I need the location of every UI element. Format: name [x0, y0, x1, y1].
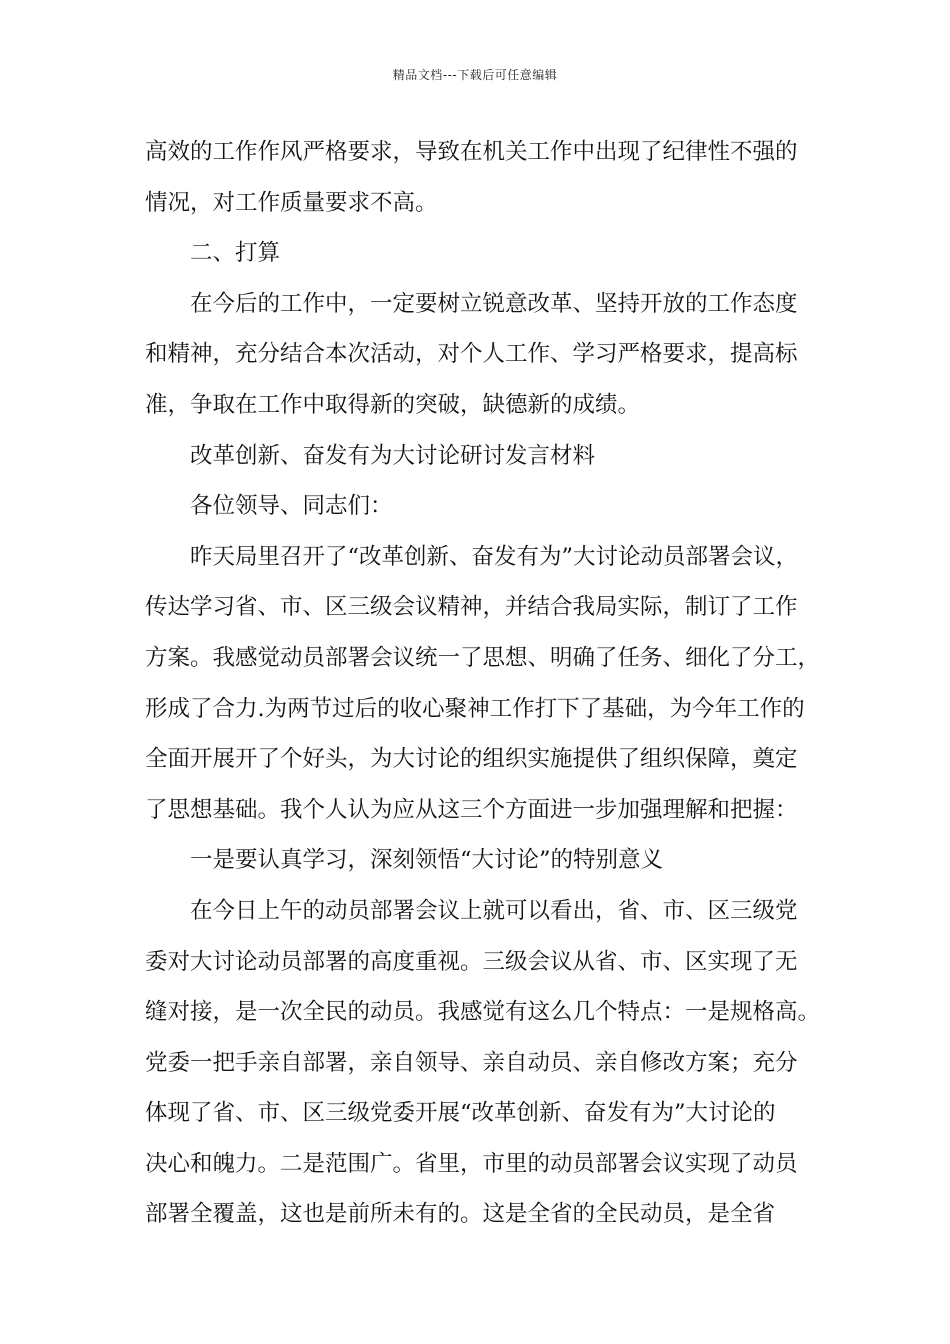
page-header: 精品文档---下载后可任意编辑	[392, 68, 558, 82]
text-line: 方案。我感觉动员部署会议统一了思想、明确了任务、细化了分工，	[145, 644, 821, 671]
text-line: 委对大讨论动员部署的高度重视。三级会议从省、市、区实现了无	[145, 948, 798, 975]
text-line: 和精神，充分结合本次活动，对个人工作、学习严格要求，提高标	[145, 341, 798, 368]
section-heading: 二、打算	[190, 240, 281, 267]
document-body	[145, 127, 821, 1240]
salutation: 各位领导、同志们：	[190, 493, 393, 520]
text-line: 了思想基础。我个人认为应从这三个方面进一步加强理解和把握：	[145, 796, 798, 823]
text-line: 准，争取在工作中取得新的突破，缺德新的成绩。	[145, 391, 641, 418]
text-line: 全面开展开了个好头，为大讨论的组织实施提供了组织保障，奠定	[145, 746, 798, 773]
text-line: 党委一把手亲自部署，亲自领导、亲自动员、亲自修改方案；充分	[145, 1049, 798, 1076]
text-line: 缝对接，是一次全民的动员。我感觉有这么几个特点：一是规格高。	[145, 999, 821, 1026]
text-line: 形成了合力.为两节过后的收心聚神工作打下了基础，为今年工作的	[145, 695, 805, 722]
text-line: 情况，对工作质量要求不高。	[145, 189, 438, 216]
text-line: 部署全覆盖，这也是前所未有的。这是全省的全民动员，是全省	[145, 1201, 776, 1228]
text-line: 在今日上午的动员部署会议上就可以看出，省、市、区三级党	[190, 897, 798, 924]
document-title: 改革创新、奋发有为大讨论研讨发言材料	[190, 442, 596, 469]
text-line: 决心和魄力。二是范围广。省里，市里的动员部署会议实现了动员	[145, 1150, 798, 1177]
text-line: 体现了省、市、区三级党委开展“改革创新、奋发有为”大讨论的	[145, 1100, 776, 1127]
text-line: 传达学习省、市、区三级会议精神，并结合我局实际，制订了工作	[145, 594, 798, 621]
text-line: 高效的工作作风严格要求，导致在机关工作中出现了纪律性不强的	[145, 139, 798, 165]
text-line: 昨天局里召开了“改革创新、奋发有为”大讨论动员部署会议，	[190, 543, 799, 570]
text-line: 在今后的工作中，一定要树立锐意改革、坚持开放的工作态度	[190, 290, 798, 317]
subsection-heading: 一是要认真学习，深刻领悟“大讨论”的特别意义	[190, 847, 664, 874]
